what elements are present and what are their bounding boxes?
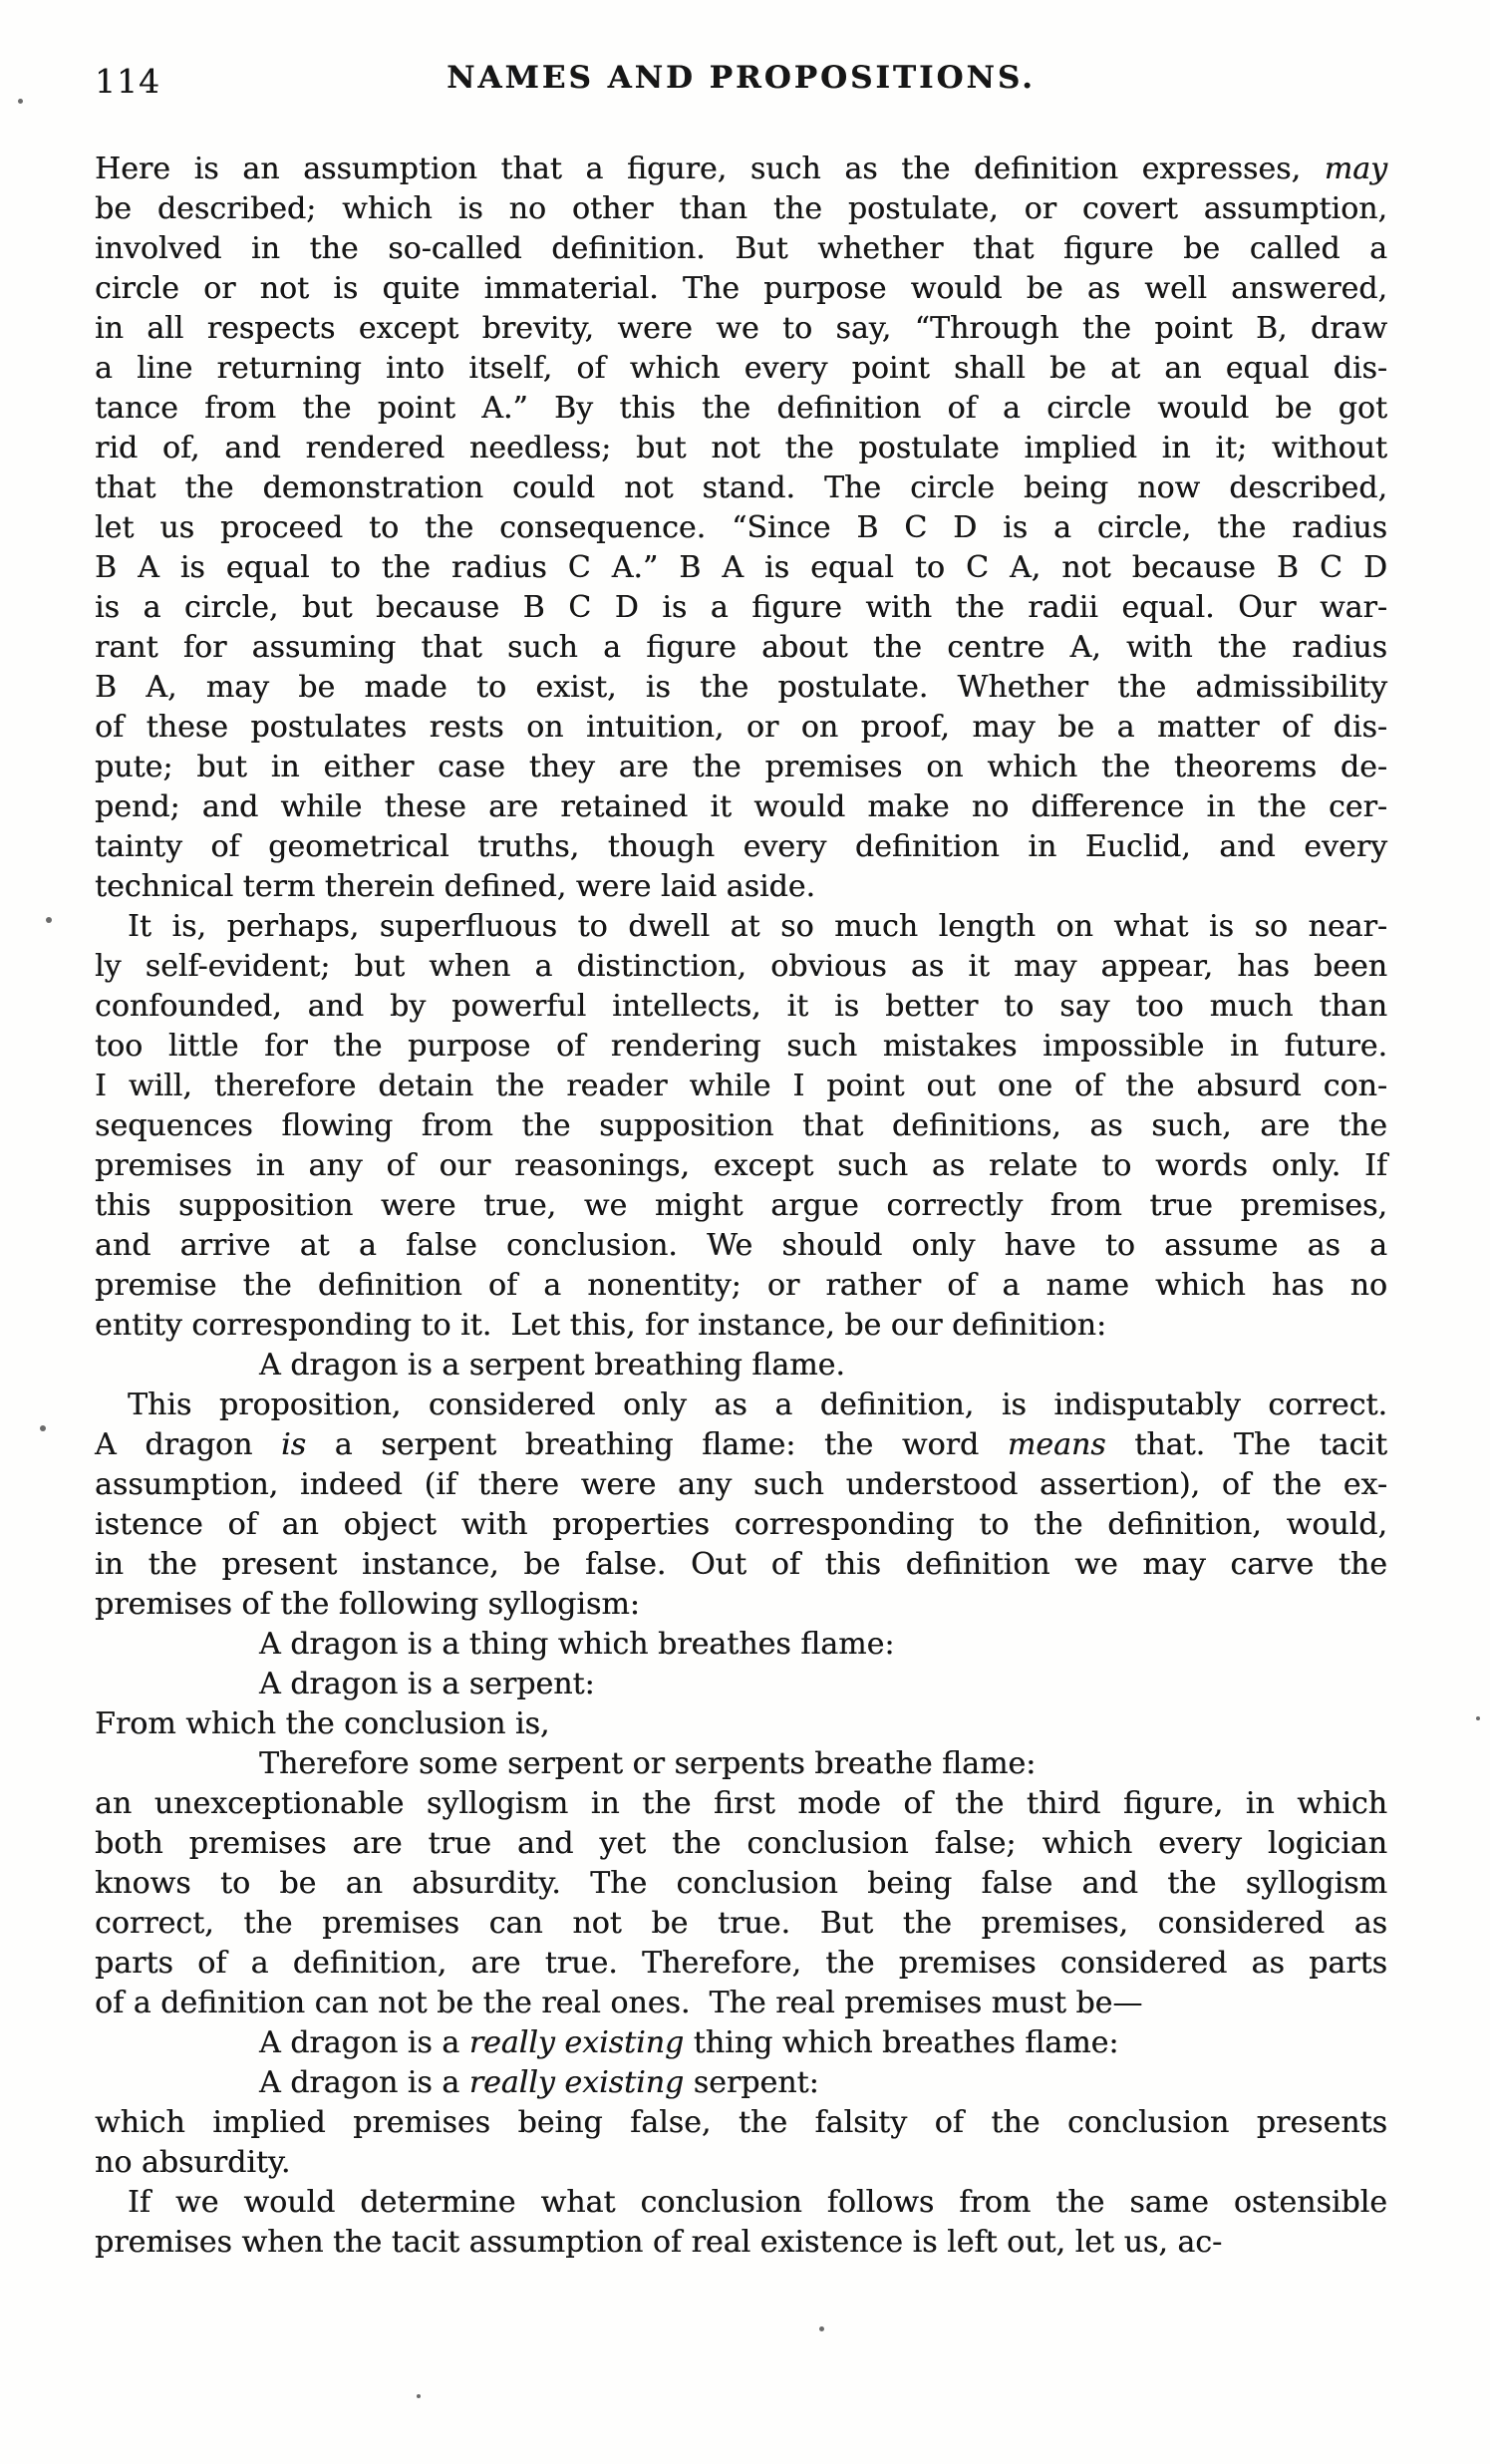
text-line bbox=[95, 1226, 1387, 1266]
text-run: too little for the purpose of rendering such mistakes impossible in future. bbox=[95, 1029, 1387, 1064]
text-line bbox=[95, 1545, 1387, 1585]
text-line bbox=[95, 1984, 1387, 2023]
text-run: Therefore some serpent or serpents breathe flame: bbox=[259, 1746, 1037, 1781]
text-run: tance from the point A.” By this the definition of a circle would be got bbox=[95, 391, 1387, 426]
italic-text-run: is bbox=[281, 1427, 307, 1462]
text-line bbox=[95, 628, 1387, 668]
text-line bbox=[95, 309, 1387, 349]
text-run: this supposition were true, we might argue correctly from true premises, bbox=[95, 1188, 1387, 1223]
text-run: no absurdity. bbox=[95, 2145, 291, 2180]
scan-speck bbox=[819, 2326, 824, 2331]
running-title: NAMES AND PROPOSITIONS. bbox=[447, 60, 1036, 96]
page-header bbox=[95, 60, 1387, 108]
text-run: A dragon is a bbox=[259, 2065, 469, 2100]
text-line bbox=[95, 1944, 1387, 1984]
text-run: let us proceed to the consequence. “Since B C D is a circle, the radius bbox=[95, 510, 1387, 545]
text-run: Here is an assumption that a figure, such as the definition expresses, bbox=[95, 152, 1325, 186]
text-run: pend; and while these are retained it would make no difference in the cer- bbox=[95, 789, 1387, 824]
text-run: confounded, and by powerful intellects, it is better to say too much than bbox=[95, 989, 1387, 1024]
text-run: serpent: bbox=[684, 2065, 819, 2100]
scan-speck bbox=[40, 1425, 46, 1431]
text-line bbox=[95, 947, 1387, 987]
text-run: B A is equal to the radius C A.” B A is equal to C A, not because B C D bbox=[95, 550, 1387, 585]
text-run: A dragon bbox=[95, 1427, 282, 1462]
text-run: that. The tacit bbox=[1105, 1427, 1387, 1462]
text-line bbox=[95, 1665, 1387, 1704]
text-line bbox=[95, 1784, 1387, 1824]
text-run: assumption, indeed (if there were any such understood assertion), of the ex- bbox=[95, 1467, 1387, 1502]
text-line bbox=[95, 468, 1387, 508]
text-run: correct, the premises can not be true. But the premises, considered as bbox=[95, 1906, 1387, 1941]
italic-text-run: really existing bbox=[468, 2025, 685, 2060]
text-run: B A, may be made to exist, is the postulate. Whether the admissibility bbox=[95, 670, 1387, 705]
text-run: knows to be an absurdity. The conclusion being false and the syllogism bbox=[95, 1866, 1387, 1901]
text-line bbox=[95, 1625, 1387, 1665]
text-line bbox=[95, 787, 1387, 827]
text-run: It is, perhaps, superfluous to dwell at so much length on what is so near- bbox=[128, 909, 1387, 944]
text-line bbox=[95, 1346, 1387, 1386]
text-run: If we would determine what conclusion follows from the same ostensible bbox=[128, 2185, 1387, 2220]
text-run: in all respects except brevity, were we to say, “Through the point B, draw bbox=[95, 311, 1387, 346]
text-line bbox=[95, 1425, 1387, 1465]
text-run: of these postulates rests on intuition, or on proof, may be a matter of dis- bbox=[95, 710, 1387, 745]
text-line bbox=[95, 189, 1387, 229]
scan-speck bbox=[1476, 1716, 1480, 1720]
text-line bbox=[95, 2103, 1387, 2143]
text-line bbox=[95, 708, 1387, 748]
text-line bbox=[95, 2063, 1387, 2103]
text-line bbox=[95, 1146, 1387, 1186]
text-line bbox=[95, 1744, 1387, 1784]
text-line bbox=[95, 1864, 1387, 1904]
text-run: From which the conclusion is, bbox=[95, 1706, 550, 1741]
italic-text-run: means bbox=[1007, 1427, 1106, 1462]
text-run: is a circle, but because B C D is a figure with the radii equal. Our war- bbox=[95, 590, 1387, 625]
text-line bbox=[95, 150, 1387, 189]
text-line bbox=[95, 1306, 1387, 1346]
italic-text-run: may bbox=[1324, 152, 1387, 186]
text-run: premises when the tacit assumption of real existence is left out, let us, ac- bbox=[95, 2225, 1223, 2260]
text-run: I will, therefore detain the reader while I point out one of the absurd con- bbox=[95, 1069, 1387, 1103]
text-run: parts of a definition, are true. Therefore, the premises considered as parts bbox=[95, 1946, 1387, 1981]
text-line bbox=[95, 548, 1387, 588]
scan-speck bbox=[46, 917, 52, 923]
text-run: involved in the so-called definition. But whether that figure be called a bbox=[95, 231, 1387, 266]
text-line bbox=[95, 1704, 1387, 1744]
text-line bbox=[95, 2023, 1387, 2063]
text-run: premises of the following syllogism: bbox=[95, 1587, 640, 1622]
text-run: tainty of geometrical truths, though every definition in Euclid, and every bbox=[95, 829, 1387, 864]
text-run: in the present instance, be false. Out of this definition we may carve the bbox=[95, 1547, 1387, 1582]
text-line bbox=[95, 508, 1387, 548]
text-run: rid of, and rendered needless; but not the postulate implied in it; without bbox=[95, 431, 1387, 465]
text-line bbox=[95, 867, 1387, 907]
text-run: entity corresponding to it. Let this, for instance, be our definition: bbox=[95, 1308, 1107, 1343]
text-line bbox=[95, 389, 1387, 429]
text-run: sequences flowing from the supposition that definitions, as such, are the bbox=[95, 1108, 1387, 1143]
text-run: circle or not is quite immaterial. The purpose would be as well answered, bbox=[95, 271, 1387, 306]
scan-speck bbox=[417, 2394, 421, 2398]
text-run: an unexceptionable syllogism in the first mode of the third figure, in which bbox=[95, 1786, 1387, 1821]
text-run: a line returning into itself, of which every point shall be at an equal dis- bbox=[95, 351, 1387, 386]
text-line bbox=[95, 2183, 1387, 2223]
page-number: 114 bbox=[95, 62, 160, 101]
text-line bbox=[95, 1106, 1387, 1146]
text-line bbox=[95, 1465, 1387, 1505]
scan-speck bbox=[18, 99, 23, 104]
text-run: A dragon is a serpent: bbox=[259, 1667, 595, 1701]
italic-text-run: really existing bbox=[468, 2065, 685, 2100]
text-run: A dragon is a thing which breathes flame: bbox=[259, 1627, 895, 1662]
text-line bbox=[95, 229, 1387, 269]
text-line bbox=[95, 429, 1387, 468]
text-line bbox=[95, 1505, 1387, 1545]
text-line bbox=[95, 1067, 1387, 1106]
text-line bbox=[95, 1824, 1387, 1864]
text-line bbox=[95, 1266, 1387, 1306]
text-run: technical term therein defined, were laid aside. bbox=[95, 869, 816, 904]
text-line bbox=[95, 1386, 1387, 1425]
text-run: premise the definition of a nonentity; or rather of a name which has no bbox=[95, 1268, 1387, 1303]
text-line bbox=[95, 2143, 1387, 2183]
text-line bbox=[95, 2223, 1387, 2263]
text-run: istence of an object with properties corresponding to the definition, would, bbox=[95, 1507, 1387, 1542]
text-run: which implied premises being false, the falsity of the conclusion presents bbox=[95, 2105, 1387, 2140]
text-line bbox=[95, 349, 1387, 389]
text-line bbox=[95, 269, 1387, 309]
text-run: ly self-evident; but when a distinction, obvious as it may appear, has been bbox=[95, 949, 1387, 984]
text-line bbox=[95, 1904, 1387, 1944]
text-run: both premises are true and yet the conclusion false; which every logician bbox=[95, 1826, 1387, 1861]
text-run: pute; but in either case they are the premises on which the theorems de- bbox=[95, 750, 1387, 784]
text-line bbox=[95, 1027, 1387, 1067]
text-line bbox=[95, 588, 1387, 628]
text-run: This proposition, considered only as a definition, is indisputably correct. bbox=[128, 1387, 1387, 1422]
text-line bbox=[95, 1186, 1387, 1226]
text-run: be described; which is no other than the postulate, or covert assumption, bbox=[95, 191, 1387, 226]
text-run: thing which breathes flame: bbox=[684, 2025, 1119, 2060]
text-line bbox=[95, 907, 1387, 947]
text-run: rant for assuming that such a figure about the centre A, with the radius bbox=[95, 630, 1387, 665]
text-line bbox=[95, 827, 1387, 867]
text-line bbox=[95, 987, 1387, 1027]
text-run: A dragon is a serpent breathing flame. bbox=[259, 1348, 845, 1383]
text-run: and arrive at a false conclusion. We should only have to assume as a bbox=[95, 1228, 1387, 1263]
text-run: that the demonstration could not stand. The circle being now described, bbox=[95, 470, 1387, 505]
page-body bbox=[95, 150, 1387, 2263]
text-line bbox=[95, 668, 1387, 708]
text-run: of a definition can not be the real ones. The real premises must be— bbox=[95, 1986, 1143, 2020]
text-run: premises in any of our reasonings, except such as relate to words only. If bbox=[95, 1148, 1387, 1183]
text-line bbox=[95, 748, 1387, 787]
text-run: A dragon is a bbox=[259, 2025, 469, 2060]
text-line bbox=[95, 1585, 1387, 1625]
text-run: a serpent breathing flame: the word bbox=[306, 1427, 1008, 1462]
